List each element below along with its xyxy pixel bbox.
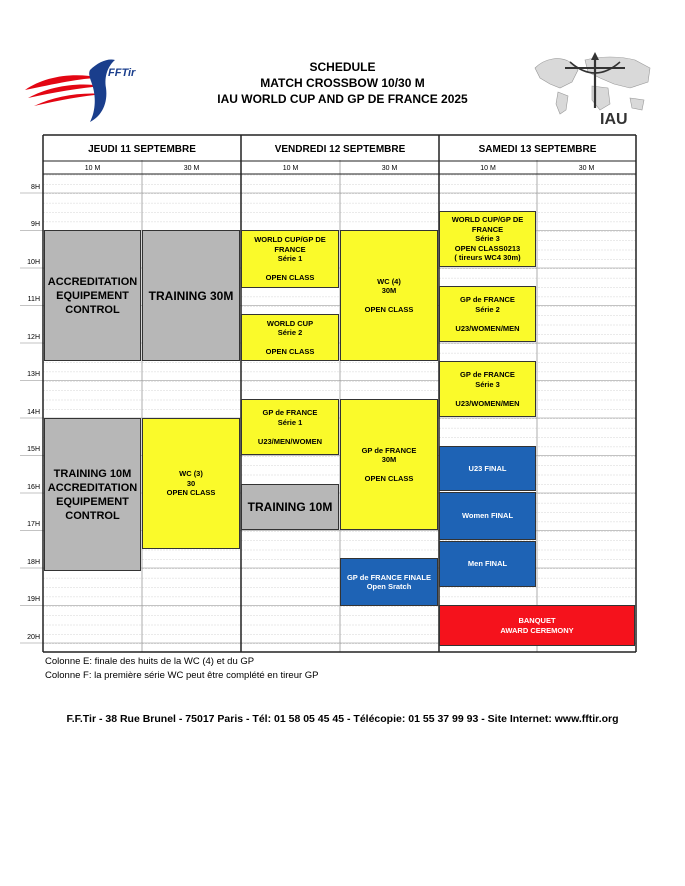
- event-training-10m-fri: TRAINING 10M: [241, 484, 339, 530]
- day-header-saturday: SAMEDI 13 SEPTEMBRE: [478, 143, 597, 155]
- event-gp-serie3-sat: GP de FRANCE Série 3 U23/WOMEN/MEN: [439, 361, 536, 417]
- hour-label: 18H: [27, 559, 40, 566]
- event-women-final-sat: Women FINAL: [439, 492, 536, 540]
- hour-label: 10H: [27, 259, 40, 266]
- event-wc4-fri: WC (4) 30M OPEN CLASS: [340, 230, 438, 361]
- hour-label: 13H: [27, 371, 40, 378]
- hour-label: 14H: [27, 409, 40, 416]
- event-wc-serie2-fri: WORLD CUP Série 2 OPEN CLASS: [241, 314, 339, 361]
- hour-label: 11H: [27, 296, 40, 303]
- event-wc-gp-serie3-sat: WORLD CUP/GP DE FRANCE Série 3 OPEN CLASS0213 ( tireurs WC4 30m): [439, 211, 536, 267]
- subheader-fri-10m: 10 M: [282, 165, 299, 172]
- subheader-fri-30m: 30 M: [381, 165, 398, 172]
- note-colonne-f: Colonne F: la première série WC peut être complété en tireur GP: [45, 670, 319, 681]
- fftir-logo-text: FFTir: [108, 67, 136, 79]
- title-line-2: MATCH CROSSBOW 10/30 M: [260, 76, 425, 90]
- title-line-3: IAU WORLD CUP AND GP DE FRANCE 2025: [217, 92, 468, 106]
- hour-label: 12H: [27, 334, 40, 341]
- event-men-final-sat: Men FINAL: [439, 541, 536, 587]
- event-gp-serie1-fri: GP de FRANCE Série 1 U23/MEN/WOMEN: [241, 399, 339, 455]
- event-wc3-thu: WC (3) 30 OPEN CLASS: [142, 418, 240, 549]
- iau-logo-text: IAU: [600, 111, 628, 128]
- event-accreditation-thu: ACCREDITATION EQUIPEMENT CONTROL: [44, 230, 141, 361]
- event-gp-serie2-sat: GP de FRANCE Série 2 U23/WOMEN/MEN: [439, 286, 536, 342]
- event-wc-gp-serie1-fri: WORLD CUP/GP DE FRANCE Série 1 OPEN CLASS: [241, 230, 339, 288]
- subheader-sat-10m: 10 M: [480, 165, 496, 172]
- day-header-friday: VENDREDI 12 SEPTEMBRE: [274, 143, 406, 155]
- hour-label: 15H: [27, 446, 40, 453]
- hour-label: 19H: [27, 596, 40, 603]
- event-banquet-sat: BANQUET AWARD CEREMONY: [439, 605, 635, 646]
- hour-label: 9H: [31, 221, 40, 228]
- note-colonne-e: Colonne E: finale des huits de la WC (4) et du GP: [45, 656, 255, 667]
- title-line-1: SCHEDULE: [309, 60, 376, 74]
- subheader-thu-10m: 10 M: [84, 165, 101, 172]
- event-gp-30m-fri: GP de FRANCE 30M OPEN CLASS: [340, 399, 438, 530]
- hour-label: 20H: [27, 634, 40, 641]
- day-header-thursday: JEUDI 11 SEPTEMBRE: [88, 143, 196, 155]
- event-training-10m-accreditation-thu: TRAINING 10M ACCREDITATION EQUIPEMENT CONTROL: [44, 418, 141, 571]
- hour-label: 16H: [27, 484, 40, 491]
- subheader-sat-30m: 30 M: [578, 165, 595, 172]
- hour-label: 17H: [27, 521, 40, 528]
- event-u23-final-sat: U23 FINAL: [439, 446, 536, 491]
- event-training-30m-thu: TRAINING 30M: [142, 230, 240, 361]
- subheader-thu-30m: 30 M: [183, 165, 200, 172]
- hour-label: 8H: [31, 184, 40, 191]
- footer-contact: F.F.Tir - 38 Rue Brunel - 75017 Paris - Tél: 01 58 05 45 45 - Télécopie: 01 55 37 99 93 - Site Internet: www.fftir.org: [66, 713, 619, 725]
- event-gp-finale-fri: GP de FRANCE FINALE Open Sratch: [340, 558, 438, 606]
